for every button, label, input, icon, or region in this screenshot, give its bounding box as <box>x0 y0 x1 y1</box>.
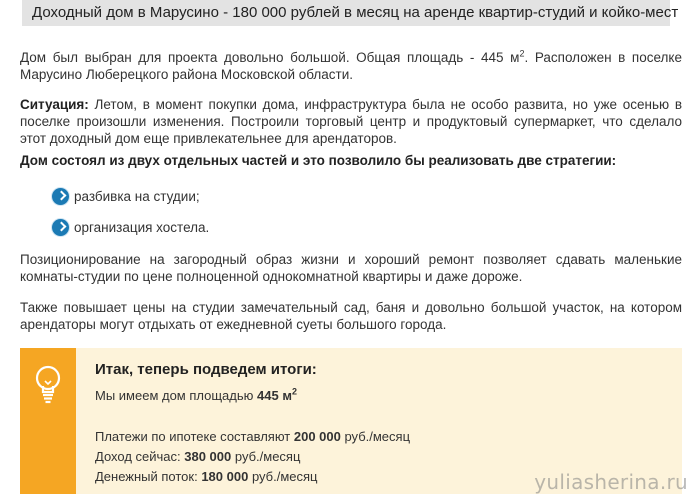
summary-area-value <box>257 388 297 403</box>
prices-paragraph: Также повышает цены на студии замечательный сад, баня и довольно большой участок, на котором арендаторы могут отдыхать от ежедневной суеты большого города. <box>20 300 682 332</box>
situation-text: Летом, в момент покупки дома, инфраструктура была не особо развита, но уже осенью в поселке произошли изменения. Построили торговый центр и продуктовый супермаркет, что сделало этот доходный дом еще привлекательнее для арендаторов. <box>20 97 682 146</box>
summary-title: Итак, теперь подведем итоги: <box>95 361 317 378</box>
strategies-heading: Дом состоял из двух отдельных частей и это позволило бы реализовать две стратегии: <box>20 153 617 168</box>
positioning-paragraph: Позиционирование на загородный образ жизни и хороший ремонт позволяет сдавать маленькие комнаты-студии по цене полноценной однокомнатной квартиры и даже дороже. <box>20 252 682 284</box>
summary-mortgage-value: 200 000 <box>293 429 341 444</box>
strategies-list <box>52 187 209 249</box>
summary-cashflow-label: Денежный поток: <box>95 469 202 484</box>
watermark: yuliasherina.ru <box>534 470 688 494</box>
intro-text-part2: . Расположен в поселке Марусино Люберецкого района Московской области. <box>20 50 682 82</box>
summary-income-label: Доход сейчас: <box>95 449 185 464</box>
intro-paragraph <box>20 49 682 83</box>
summary-cashflow-unit: руб./месяц <box>248 469 318 484</box>
summary-income-unit: руб./месяц <box>231 449 301 464</box>
summary-area-label: Мы имеем дом площадью <box>95 388 258 403</box>
situation-paragraph <box>20 96 682 147</box>
summary-income-value: 380 000 <box>184 449 232 464</box>
list-item <box>52 187 209 211</box>
list-item-label: организация хостела. <box>74 220 210 235</box>
intro-sup: 2 <box>519 48 525 59</box>
list-item <box>52 218 209 242</box>
summary-accent-bar <box>20 348 76 494</box>
chevron-circle-right-icon <box>52 188 69 205</box>
article-title: Доходный дом в Марусино - 180 000 рублей в месяц на аренде квартир-студий и койко-мест <box>22 0 670 26</box>
list-item-label: разбивка на студии; <box>74 189 200 204</box>
summary-mortgage-line <box>95 429 410 444</box>
intro-text-part1: Дом был выбран для проекта довольно большой. Общая площадь - 445 м <box>20 50 520 65</box>
summary-cashflow-line <box>95 469 318 484</box>
summary-area-line <box>95 388 297 403</box>
summary-area-sup: 2 <box>291 386 297 397</box>
summary-income-line <box>95 449 300 464</box>
situation-label: Ситуация: <box>20 97 89 112</box>
summary-area-number: 445 м <box>257 388 292 403</box>
lightbulb-icon <box>33 365 63 405</box>
summary-mortgage-unit: руб./месяц <box>340 429 411 444</box>
summary-mortgage-label: Платежи по ипотеке составляют <box>95 429 294 444</box>
chevron-circle-right-icon <box>52 219 69 236</box>
summary-cashflow-value: 180 000 <box>201 469 249 484</box>
